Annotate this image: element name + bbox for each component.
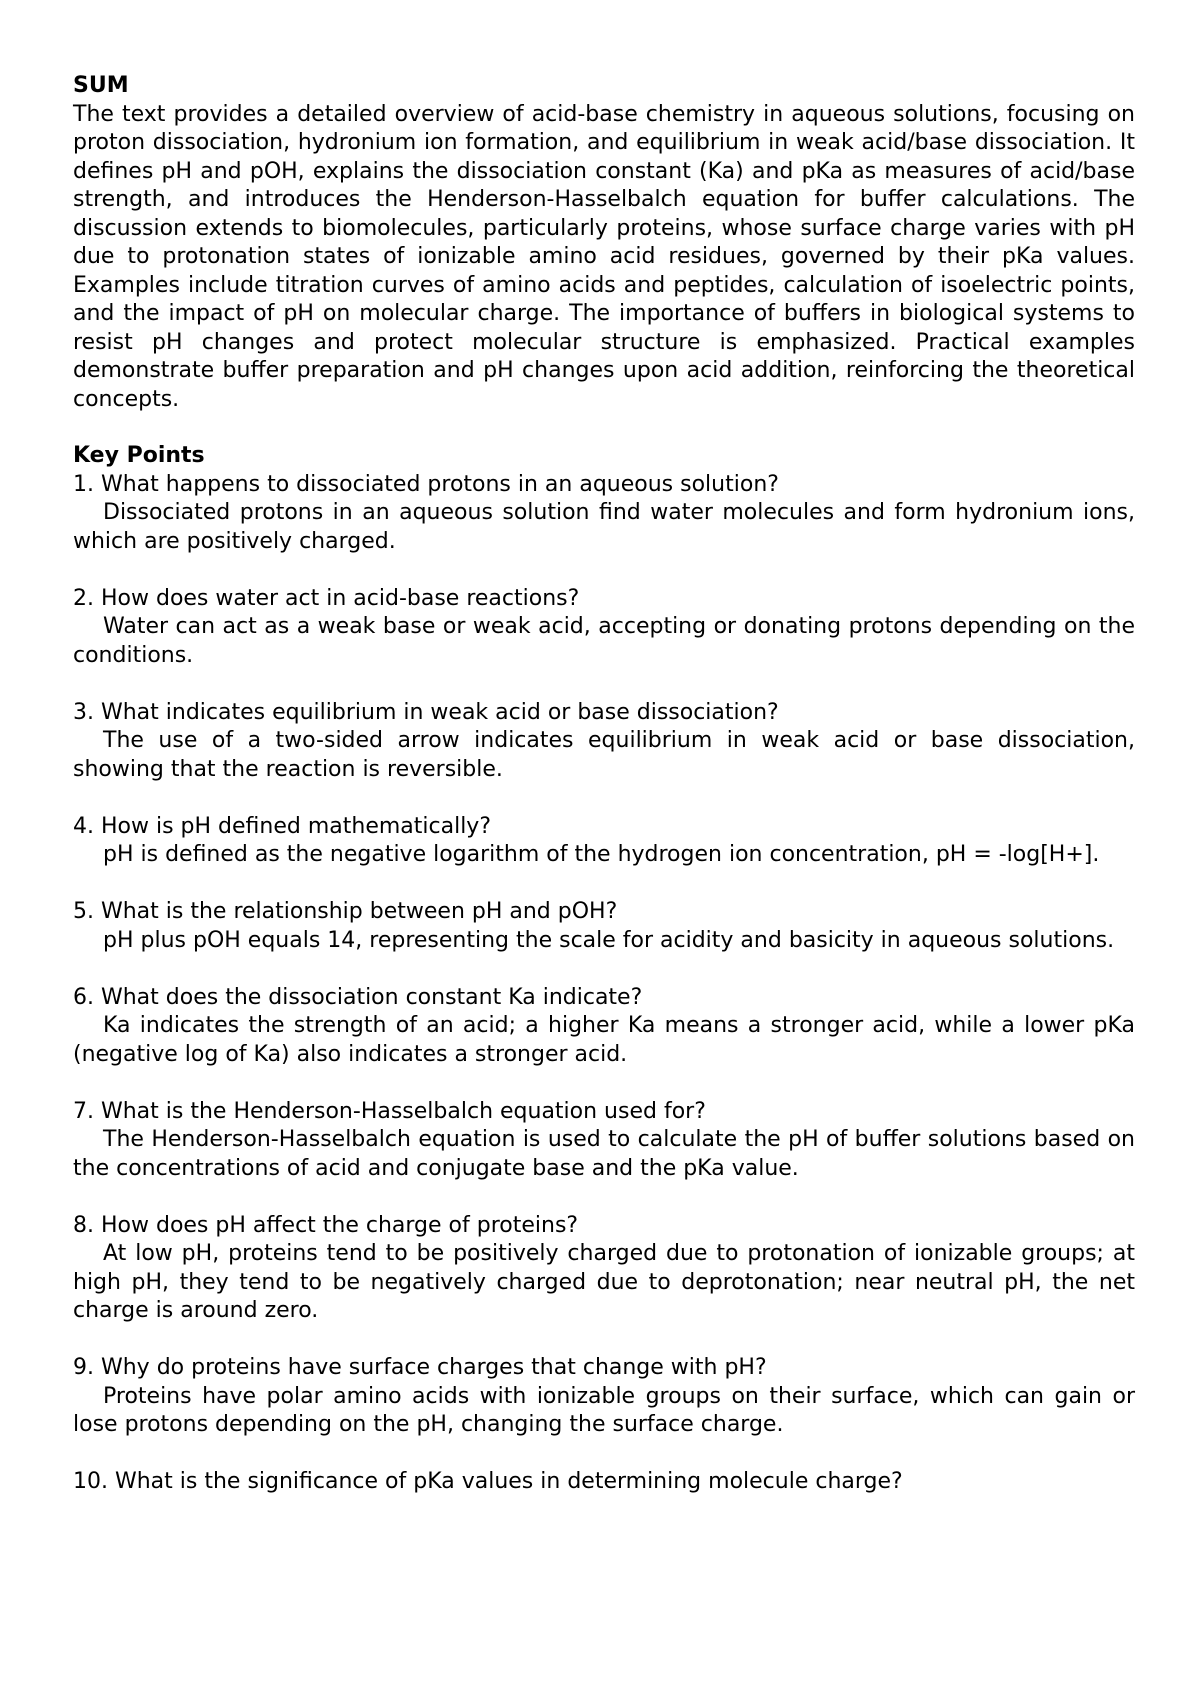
key-point-question: 3. What indicates equilibrium in weak acid or base dissociation? — [73, 699, 779, 725]
key-point-answer: Ka indicates the strength of an acid; a higher Ka means a stronger acid, while a lower pKa (negative log of Ka) also indicates a stronger acid. — [73, 1013, 1135, 1067]
key-point-answer: At low pH, proteins tend to be positively charged due to protonation of ionizable groups; at high pH, they tend to be negatively charged due to deprotonation; near neutral pH, the net charge is around zero. — [73, 1241, 1135, 1323]
document-page — [73, 72, 1135, 1525]
key-point-answer: The use of a two-sided arrow indicates equilibrium in weak acid or base dissociation, showing that the reaction is reversible. — [73, 728, 1135, 782]
key-point-item — [73, 585, 1135, 671]
key-point-item — [73, 471, 1135, 557]
key-point-question: 8. How does pH affect the charge of proteins? — [73, 1212, 579, 1238]
key-point-item — [73, 699, 1135, 785]
key-point-answer: The Henderson-Hasselbalch equation is used to calculate the pH of buffer solutions based on the concentrations of acid and conjugate base and the pKa value. — [73, 1127, 1135, 1181]
key-point-question: 7. What is the Henderson-Hasselbalch equation used for? — [73, 1098, 706, 1124]
key-point-answer: pH plus pOH equals 14, representing the scale for acidity and basicity in aqueous solutions. — [103, 927, 1115, 953]
summary-heading: SUM — [73, 73, 129, 98]
key-points-heading: Key Points — [73, 443, 205, 468]
key-point-question: 10. What is the significance of pKa values in determining molecule charge? — [73, 1469, 903, 1494]
key-point-answer: Dissociated protons in an aqueous solution find water molecules and form hydronium ions, which are positively charged. — [73, 500, 1135, 554]
key-points-list — [73, 471, 1135, 1497]
key-point-item — [73, 984, 1135, 1070]
key-point-answer: Water can act as a weak base or weak acid, accepting or donating protons depending on the conditions. — [73, 614, 1135, 668]
key-point-answer: pH is defined as the negative logarithm of the hydrogen ion concentration, pH = -log[H+]. — [103, 842, 1100, 867]
summary-text: The text provides a detailed overview of acid-base chemistry in aqueous solutions, focusing on proton dissociation, hydronium ion formation, and equilibrium in weak acid/base dissociation. It defines pH and pOH, explains the dissociation constant (Ka) and pKa as measures of acid/base strength, and introduces the Henderson-Hasselbalch equation for buffer calculations. The discussion extends to biomolecules, particularly proteins, whose surface charge varies with pH due to protonation states of ionizable amino acid residues, governed by their pKa values. Examples include titration curves of amino acids and peptides, calculation of isoelectric points, and the impact of pH on molecular charge. The importance of buffers in biological systems to resist pH changes and protect molecular structure is emphasized. Practical examples demonstrate buffer preparation and pH changes upon acid addition, reinforcing the theoretical concepts. — [73, 101, 1135, 412]
key-point-item — [73, 1098, 1135, 1184]
key-point-answer: Proteins have polar amino acids with ionizable groups on their surface, which can gain or lose protons depending on the pH, changing the surface charge. — [73, 1383, 1135, 1437]
key-point-question: 9. Why do proteins have surface charges that change with pH? — [73, 1355, 767, 1380]
key-point-item — [73, 1212, 1135, 1326]
key-point-item — [73, 1468, 1135, 1497]
key-point-question: 4. How is pH defined mathematically? — [73, 813, 491, 839]
key-point-item — [73, 898, 1135, 955]
key-point-question: 2. How does water act in acid-base reactions? — [73, 585, 580, 611]
key-point-item — [73, 813, 1135, 870]
key-point-question: 5. What is the relationship between pH and pOH? — [73, 899, 618, 924]
key-point-question: 6. What does the dissociation constant Ka indicate? — [73, 984, 643, 1010]
key-point-item — [73, 1354, 1135, 1440]
key-point-question: 1. What happens to dissociated protons in an aqueous solution? — [73, 471, 779, 497]
